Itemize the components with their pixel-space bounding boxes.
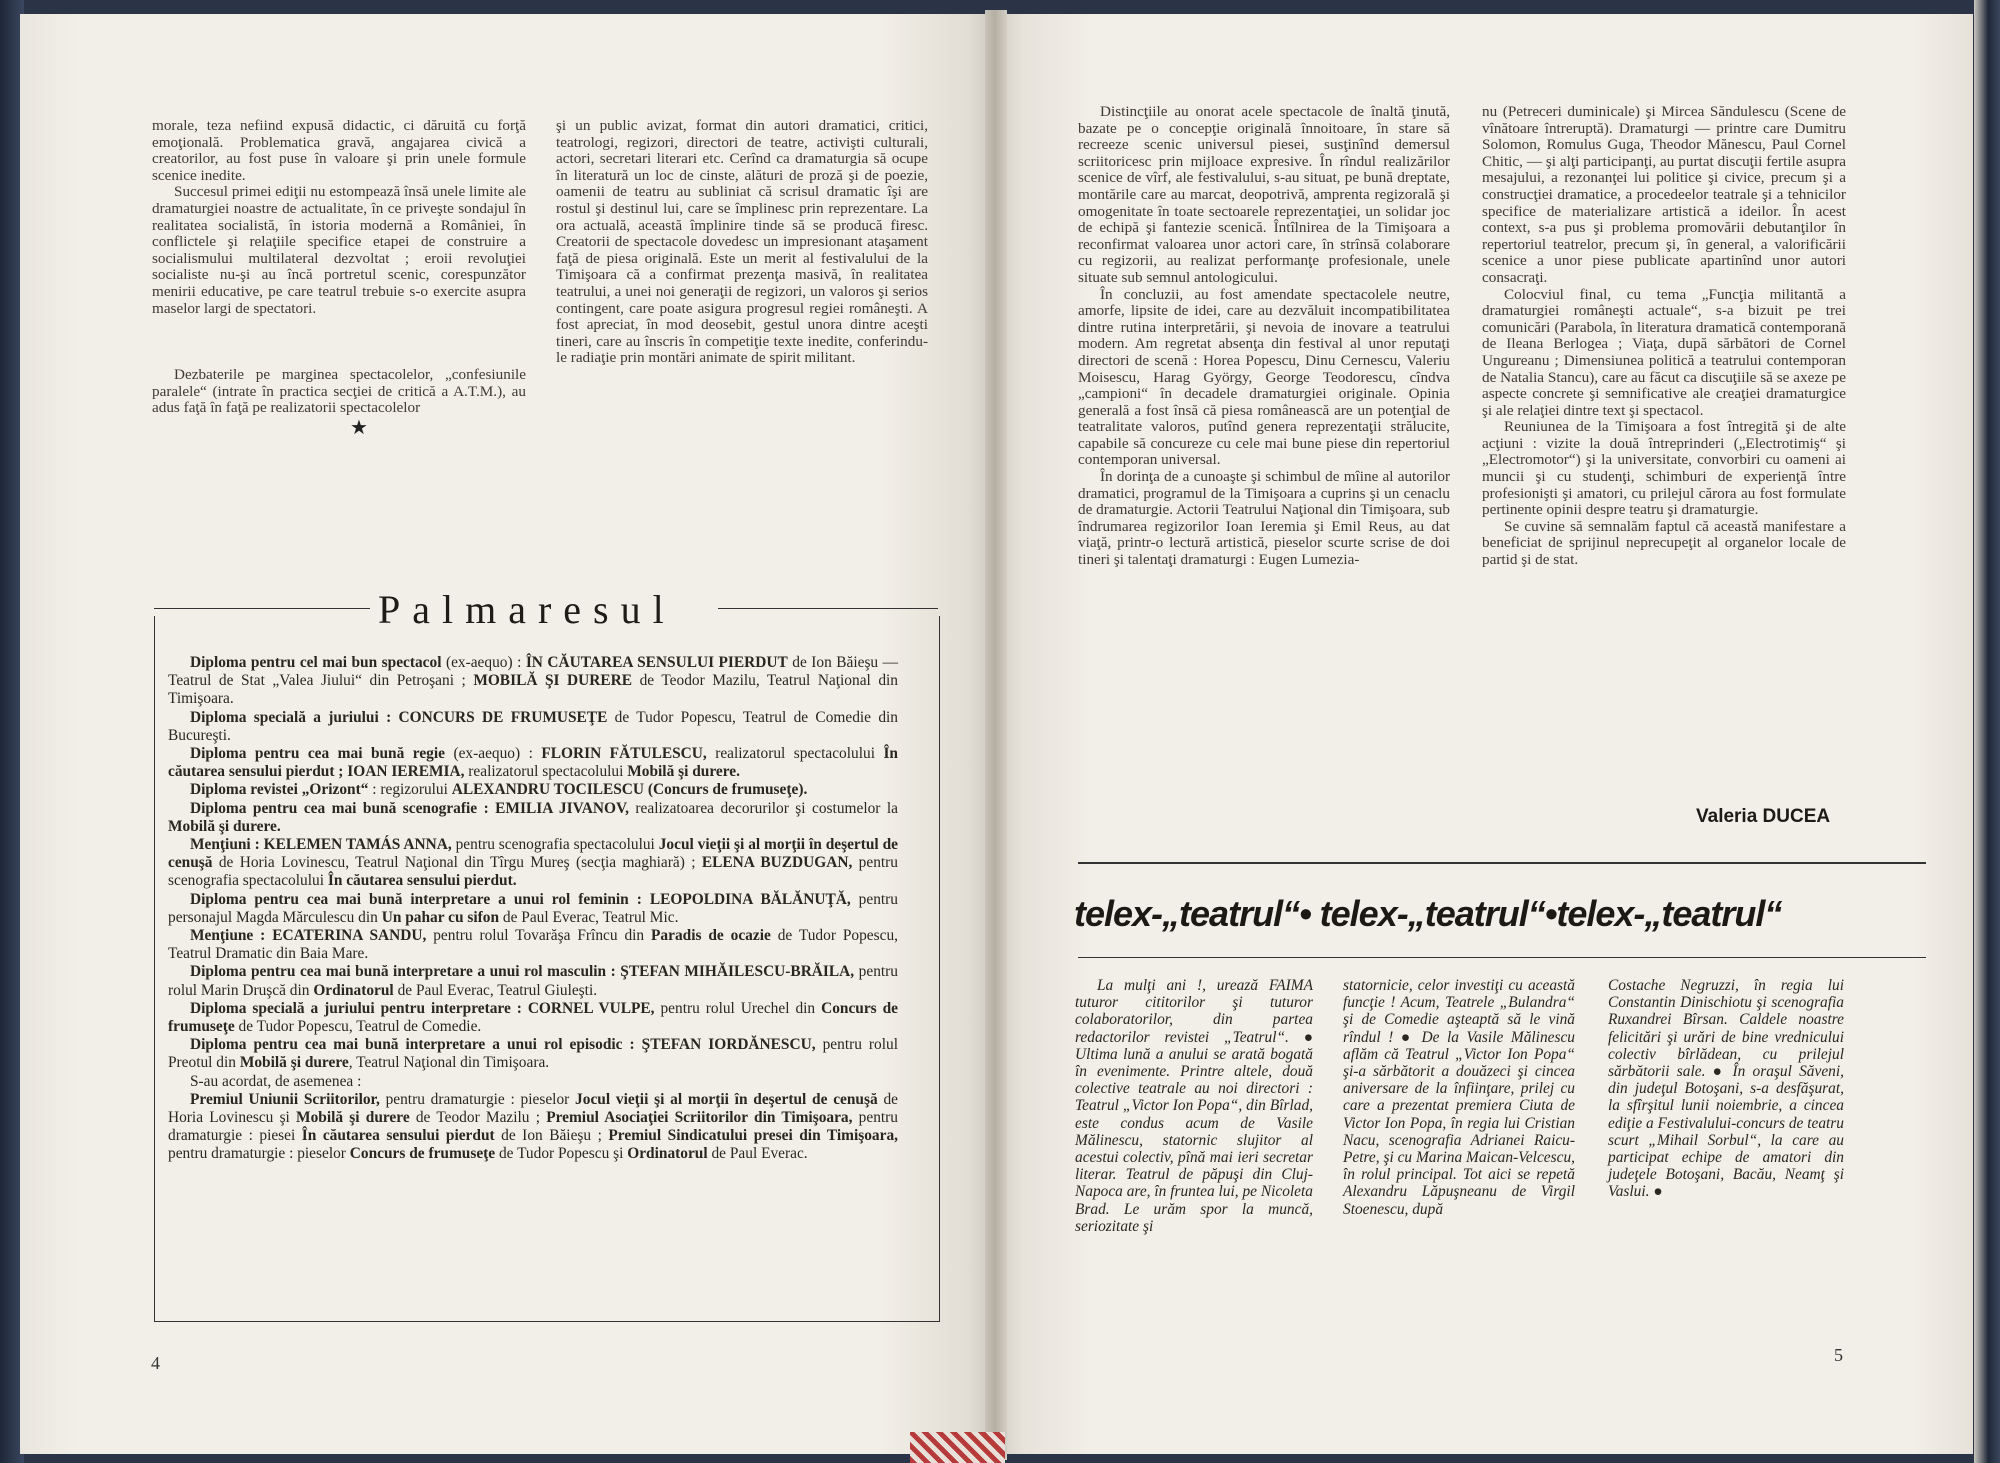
palmares-bold-run: Ordinatorul bbox=[313, 981, 394, 999]
right-col1-para-3: În dorinţa de a cunoaşte şi schimbul de mîine al autorilor dramatici, programul de la Timişoara a cuprins şi un cenaclu de dramaturgie. Actorii Teatrului Naţional din Timişoara, sub îndrumarea regizorilor Ioan Ieremia şi Emil Reus, au dat viaţă, printr-o lectură artistică, pieselor scurte scrise de doi tineri şi talentaţi dramaturgi : Eugen Lumezia- bbox=[1078, 468, 1450, 569]
palmares-text-run: S-au acordat, de asemenea : bbox=[190, 1072, 362, 1090]
telex-col2-text: statornicie, celor investiţi cu această funcţie ! Acum, Teatrele „Bulandra“ şi de Comedie aşteaptă să le vină rîndul ! ● De la Vasile Mălinescu aflăm că Teatrul „Victor Ion Popa“ şi-a sărbătorit a douăzeci şi cincea aniversare de la înfiinţare, prilej cu care a prezentat premiera Ciuta de Victor Ion Popa, în regia lui Cristian Nacu, scenografia Adrianei Raicu-Petre, şi cu Marina Maican-Velcescu, în rolul principal. Tot aici se repetă Alexandru Lăpuşneanu de Virgil Stoenescu, după bbox=[1343, 977, 1575, 1218]
palmares-text-run: de Tudor Popescu, Teatrul de Comedie. bbox=[234, 1018, 482, 1036]
palmares-bold-run: Jocul vieţii şi al morţii în deşertul de cenuşă bbox=[168, 836, 898, 872]
palmares-text-run: de Tudor Popescu, Teatrul de Comedie din Bucureşti. bbox=[168, 708, 898, 744]
palmares-bold-run: ALEXANDRU TOCILESCU (Concurs de frumuseţe). bbox=[451, 781, 808, 799]
palmares-bold-run: ELENA BUZDUGAN, bbox=[701, 854, 853, 872]
left-col1-para-1: morale, teza nefiind expusă didactic, ci dăruită cu forţă emoţională. Problematica gravă, angajarea civică a creatorilor, au fost puse în valoare şi prin unele formule scenice inedite. bbox=[152, 117, 526, 184]
palmares-bold-run: În căutarea sensului pierdut bbox=[301, 1127, 495, 1145]
palmares-text-run: de Horia Lovinescu şi bbox=[168, 1090, 898, 1127]
palmares-bold-run: Mobilă şi durere. bbox=[168, 817, 281, 835]
telex-top-rule bbox=[1078, 862, 1926, 864]
palmares-text-run: pentru scenografia spectacolului bbox=[168, 854, 898, 890]
palmares-bold-run: Diploma revistei „Orizont“ bbox=[190, 781, 369, 799]
palmares-text-run: de Ion Băieşu — Teatrul de Stat „Valea Jiului“ din Petroşani ; bbox=[168, 654, 898, 690]
right-col2-para-3: Reuniunea de la Timişoara a fost întregită şi de alte acţiuni : vizite la două întreprinderi („Electrotimiş“ şi „Electromotor“) şi la universitate, convorbiri cu oameni ai muncii şi cu studenţi, schimburi de experienţă între profesionişti şi amatori, cu prilejul cărora au fost formulate pertinente opinii despre teatru şi dramaturgie. bbox=[1482, 418, 1846, 519]
telex-header: telex-„teatrul“• telex-„teatrul“•telex-„teatrul“ bbox=[1074, 893, 1782, 934]
palmares-text-run: de Paul Everac, Teatrul Giuleşti. bbox=[393, 981, 598, 999]
palmares-bold-run: Premiul Asociaţiei Scriitorilor din Timişoara, bbox=[546, 1109, 853, 1127]
right-col2-para-4: Se cuvine să semnalăm faptul că aceastǎ manifestare a beneficiat de sprijinul neprecupeţit al organelor locale de partid şi de stat. bbox=[1482, 517, 1846, 569]
palmares-entry bbox=[168, 800, 898, 836]
palmares-text-run: pentru dramaturgie : pieselor bbox=[379, 1090, 576, 1108]
palmares-text-run: pentru rolul Marin Druşcă din bbox=[168, 963, 898, 999]
palmares-entry bbox=[168, 891, 898, 927]
palmares-text-run: de Tudor Popescu şi bbox=[495, 1145, 628, 1163]
binding-right bbox=[1974, 0, 2000, 1463]
palmares-entry bbox=[168, 709, 898, 745]
page-number-left: 4 bbox=[151, 1353, 160, 1373]
palmares-bold-run: Ordinatorul bbox=[627, 1145, 708, 1163]
palmares-text-run: (ex-aequo) : bbox=[444, 745, 542, 763]
telex-bottom-rule bbox=[1078, 957, 1926, 958]
telex-col3-text: Costache Negruzzi, în regia lui Constantin Dinischiotu şi scenografia Ruxandrei Bîrsan. Caldele noastre felicitări şi urări de bine vrednicului colectiv bîrlădean, cu prilejul sărbătorii sale. ● În oraşul Săveni, din judeţul Botoşani, s-a desfăşurat, la sfîrşitul lunii noiembrie, a cincea ediţie a Festivalului-concurs de teatru scurt „Mihail Sorbul“, la care au participat echipe de amatori din judeţele Botoşani, Bacău, Neamţ şi Vaslui. ● bbox=[1608, 977, 1844, 1201]
palmares-text-run: (ex-aequo) : bbox=[441, 654, 526, 671]
palmares-entry bbox=[168, 745, 898, 781]
palmares-list bbox=[168, 654, 898, 1164]
palmares-bold-run: Premiul Uniunii Scriitorilor, bbox=[190, 1090, 380, 1108]
section-star: ★ bbox=[350, 417, 368, 439]
palmares-text-run: pentru rolul Preotul din bbox=[168, 1036, 898, 1072]
telex-col1 bbox=[1075, 977, 1313, 1235]
palmares-bold-run: Concurs de frumuseţe bbox=[349, 1145, 496, 1163]
palmares-rule-right bbox=[718, 608, 938, 609]
left-col1-para-3: Dezbaterile pe marginea spectacolelor, „confesiunile paralele“ (intrate în practica secţiei de critică a A.T.M.), au adus faţă în faţă pe realizatorii spectacolelor bbox=[152, 366, 526, 417]
palmares-entry bbox=[168, 1091, 898, 1164]
palmares-text-run: pentru dramaturgie : pieselor bbox=[168, 1145, 350, 1163]
right-col2-para-1: nu (Petreceri duminicale) şi Mircea Săndulescu (Scene de vînătoare întreruptă). Dramaturgi — printre care Dumitru Solomon, Romulus Guga, Theodor Mănescu, Paul Cornel Chitic, — şi alţi participanţi, au purtat discuţii fertile asupra mesajului, a rezonanţei lui politice şi civice, precum şi a construcţiei dramatice, a procedeelor teatrale şi a tehnicilor specifice de materializare artistică a ideilor. În acest context, s-a pus şi problema promovării debutanţilor în repertoriul teatrelor, precum şi, în general, a valorificării scenice a unor piese publicate apartinînd unor autori consacraţi. bbox=[1482, 103, 1846, 286]
bookmark-ribbon bbox=[910, 1432, 1005, 1463]
palmares-text-run: de Horia Lovinescu, Teatrul Naţional din Tîrgu Mureş (secţia maghiară) ; bbox=[212, 854, 702, 872]
palmares-bold-run: Paradis de ocazie bbox=[651, 927, 771, 945]
palmares-text-run: de Tudor Popescu, Teatrul Dramatic din Baia Mare. bbox=[168, 927, 898, 963]
palmares-text-run: de Paul Everac. bbox=[707, 1145, 808, 1163]
palmares-text-run: pentru dramaturgie : piesei bbox=[168, 1109, 898, 1145]
palmares-bold-run: În căutarea sensului pierdut ; IOAN IEREMIA, bbox=[168, 745, 898, 781]
author-signature: Valeria DUCEA bbox=[1696, 806, 1831, 827]
palmares-bold-run: Diploma specială a juriului : CONCURS DE FRUMUSEŢE bbox=[190, 708, 608, 726]
palmares-bold-run: Jocul vieţii şi al morţii în deşertul de cenuşă bbox=[575, 1090, 878, 1108]
palmares-entry bbox=[168, 654, 898, 709]
telex-col2 bbox=[1343, 977, 1575, 1218]
page-gutter bbox=[985, 10, 1007, 1460]
right-article-col2 bbox=[1482, 104, 1846, 569]
right-col2-para-2: Colocviul final, cu tema „Funcţia militantă a dramaturgiei româneşti actuale“, s-a bizuit pe trei comunicări (Parabola, în literatura dramatică contemporană de Ileana Berlogea ; Viaţa, după sărbători de Cornel Ungureanu ; Dimensiunea politică a teatrului contemporan de Natalia Stancu), care au făcut ca discuţiile să se axeze pe aspecte concrete şi semnificative ale creaţiei dramaturgice şi ale relaţiei dintre text şi spectacol. bbox=[1482, 285, 1846, 419]
palmares-bold-run: Mobilă şi durere bbox=[239, 1054, 349, 1072]
palmares-entry bbox=[168, 836, 898, 891]
palmares-text-run: pentru personajul Magda Mărculescu din bbox=[168, 890, 898, 926]
palmares-bold-run: Diploma specială a juriului pentru interpretare : CORNEL VULPE, bbox=[190, 999, 655, 1017]
right-article-col1 bbox=[1078, 104, 1450, 569]
palmares-entry bbox=[168, 1000, 898, 1036]
palmares-bold-run: Un pahar cu sifon bbox=[381, 908, 500, 926]
right-col1-para-1: Distincţiile au onorat acele spectacole de înaltă ţinută, bazate pe o concepţie originală înnoitoare, în stare să recreeze scenic universul piesei, susţinînd demersul scriitoricesc prin mijloace expresive. În rîndul realizărilor scenice de vîrf, ale festivalului, s-au situat, pe bună dreptate, montările care au marcat, deopotrivă, amprenta regizorală şi omogenitate în toate sectoarele reprezentaţiei, un solidar joc de echipă şi fantezie scenică. Întîlnirea de la Timişoara a reconfirmat valoarea unor actori care, în strînsă colaborare cu regizorii, au realizat performanţe profesionale, unele situate sub semnul antologicului. bbox=[1078, 103, 1450, 286]
telex-col3 bbox=[1608, 977, 1844, 1201]
palmares-text-run: de Ion Băieşu ; bbox=[494, 1127, 609, 1145]
palmares-bold-run: ÎN CĂUTAREA SENSULUI PIERDUT bbox=[525, 654, 788, 671]
palmares-bold-run: Diploma pentru cea mai bună interpretare a unui rol feminin : LEOPOLDINA BĂLĂNUŢĂ, bbox=[190, 890, 851, 908]
palmares-text-run: : regizorului bbox=[368, 781, 452, 799]
palmares-text-run: realizatorul spectacolului bbox=[706, 745, 884, 763]
palmares-bold-run: Diploma pentru cel mai bun spectacol bbox=[190, 654, 442, 671]
palmares-entry bbox=[168, 963, 898, 999]
palmares-bold-run: Concurs de frumuseţe bbox=[168, 999, 899, 1036]
palmares-entry bbox=[168, 1073, 898, 1091]
telex-col1-text: La mulţi ani !, urează FAIMA tuturor cititorilor şi tuturor colaboratorilor, din partea redactorilor revistei „Teatrul“. ● Ultima lună a anului se arată bogată în evenimente. Printre altele, două colective teatrale au noi directori : Teatrul „Victor Ion Popa“, din Bîrlad, este condus acum de Vasile Mălinescu, statornic slujitor al acestui colectiv, pînă mai ieri secretar literar. Teatrul de păpuşi din Cluj-Napoca are, în fruntea lui, pe Nicoleta Brad. Le urăm spor la muncă, seriozitate şi bbox=[1075, 977, 1313, 1235]
page-number-right: 5 bbox=[1834, 1345, 1843, 1365]
palmares-text-run: , Teatrul Naţional din Timişoara. bbox=[348, 1054, 550, 1072]
palmares-bold-run: FLORIN FĂTULESCU, bbox=[541, 745, 707, 763]
palmares-bold-run: Mobilă şi durere bbox=[296, 1109, 410, 1127]
palmares-bold-run: Menţiune : ECATERINA SANDU, bbox=[190, 927, 427, 945]
palmares-bold-run: MOBILĂ ŞI DURERE bbox=[473, 672, 633, 690]
left-col1-para-2: Succesul primei ediţii nu estompează însă unele limite ale dramaturgiei noastre de actualitate, în ce priveşte sondajul în realitatea socialistă, în istoria modernă a României, în conflictele şi relaţiile specifice etapei de construire a socialismului multilateral dezvoltat ; eroii revoluţiei socialiste nu-şi au încă portretul scenic, corespunzător menirii educative, pe care teatrul trebuie s-o exercite asupra maselor largi de spectatori. bbox=[152, 183, 526, 317]
left-article-col1 bbox=[152, 118, 526, 417]
palmares-text-run: pentru rolul Urechel din bbox=[654, 999, 822, 1017]
palmares-entry bbox=[168, 781, 898, 799]
palmares-text-run: de Teodor Mazilu, Teatrul Naţional din Timişoara. bbox=[168, 672, 899, 708]
palmares-bold-run: Diploma pentru cea mai bună interpretare a unui rol episodic : ŞTEFAN IORDĂNESCU, bbox=[190, 1036, 816, 1054]
palmares-text-run: realizatorul spectacolului bbox=[464, 763, 628, 781]
palmares-text-run: realizatoarea decorurilor şi costumelor la bbox=[628, 799, 898, 817]
palmares-bold-run: Menţiuni : KELEMEN TAMÁS ANNA, bbox=[190, 836, 452, 854]
palmares-text-run: pentru scenografia spectacolului bbox=[451, 836, 659, 854]
palmares-entry bbox=[168, 1036, 898, 1072]
palmares-bold-run: Mobilă şi durere. bbox=[627, 763, 740, 781]
left-article-col2 bbox=[556, 118, 928, 367]
palmares-title: Palmaresul bbox=[378, 587, 676, 632]
palmares-bold-run: Diploma pentru cea mai bună scenografie : EMILIA JIVANOV, bbox=[190, 799, 629, 817]
left-col2-text: şi un public avizat, format din autori dramatici, critici, teatrologi, regizori, directori de teatre, activişti culturali, actori, secretari literari etc. Cerînd ca dramaturgia să ocupe în literatură un loc de cinste, alături de proză şi de poezie, oamenii de teatru au subliniat că scrisul dramatic îşi are rostul şi destinul lui, care se împlinesc prin reprezentare. La ora actuală, această împlinire tinde să se producă firesc. Creatorii de spectacole dovedesc un impresionant ataşament faţă de piesa originală. Este un merit al festivalului de la Timişoara că a confirmat prezenţa masivă, în realitatea teatrului, a unei noi generaţii de regizori, un valoros şi serios contingent, care poate asigura progresul regiei româneşti. A fost apreciat, în mod deosebit, gestul unora dintre aceşti tineri, care au înscris în competiţie texte inedite, conferindu-le radiaţie prin montări animate de spirit militant. bbox=[556, 117, 928, 367]
palmares-bold-run: Diploma pentru cea mai bună interpretare a unui rol masculin : ŞTEFAN MIHĂILESCU-BRĂILA, bbox=[190, 963, 855, 981]
palmares-bold-run: În căutarea sensului pierdut. bbox=[327, 872, 517, 890]
palmares-bold-run: Diploma pentru cea mai bună regie bbox=[190, 745, 445, 763]
palmares-text-run: de Teodor Mazilu ; bbox=[409, 1109, 547, 1127]
palmares-text-run: de Paul Everac, Teatrul Mic. bbox=[499, 908, 679, 926]
palmares-entry bbox=[168, 927, 898, 963]
palmares-rule-left bbox=[154, 608, 370, 609]
palmares-bold-run: Premiul Sindicatului presei din Timişoara, bbox=[608, 1127, 898, 1145]
palmares-text-run: pentru rolul Tovarăşa Frîncu din bbox=[426, 927, 652, 945]
right-col1-para-2: În concluzii, au fost amendate spectacolele neutre, amorfe, lipsite de idei, care au dezvăluit incompatibilitatea dintre rutina interpretării, şi nevoia de inovare a teatrului modern. Am regretat absenţa din festival al unor reputaţi directori de scenă : Horea Popescu, Dinu Cernescu, Valeriu Moisescu, Harag György, George Teodorescu, cîndva „campioni“ în decadele dramaturgiei originale. Opinia generală a fost însă că piesa românească are un potenţial de teatralitate valoros, putînd genera reprezentaţii strălucite, capabile să concureze cu cele mai bune piese din repertoriul contemporan universal. bbox=[1078, 285, 1450, 469]
